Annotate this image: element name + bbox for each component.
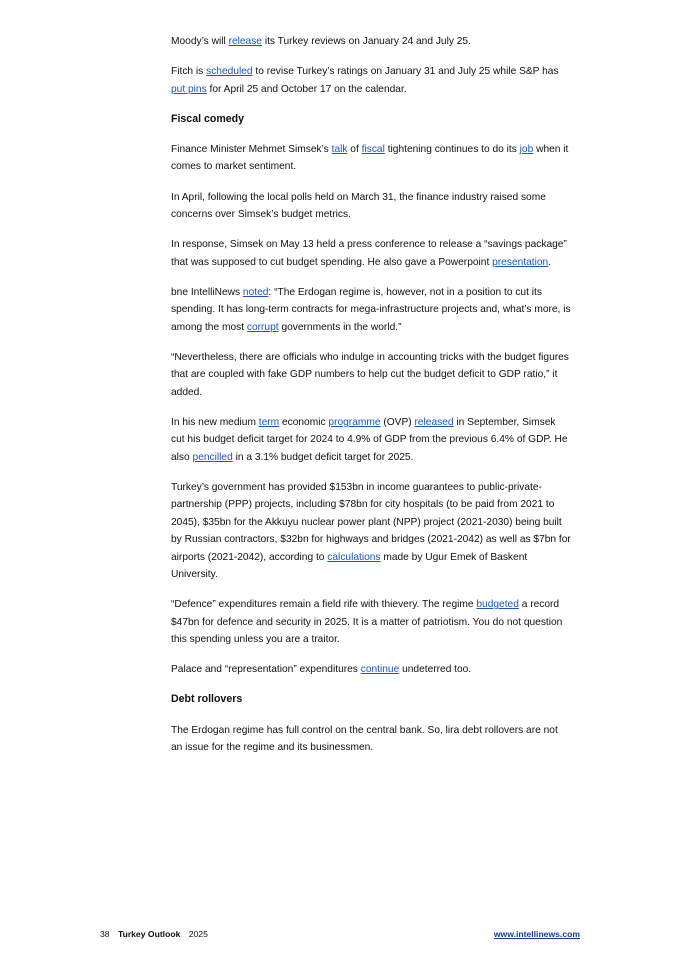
paragraph-fitch xyxy=(171,63,571,98)
text: Palace and “representation” expenditures xyxy=(171,664,361,676)
paragraph-ppp-guarantees xyxy=(171,479,571,583)
text: economic xyxy=(279,416,329,428)
text: Fitch is xyxy=(171,66,207,78)
text: : “The Erdogan regime is, however, not in a position to cut its spending. It has long-term contracts for mega-infrastructure projects and, what’s more, is among the most xyxy=(171,286,571,333)
text: in September, Simsek cut his budget deficit target for 2024 to 4.9% of GDP from the previous 6.4% of GDP. He also xyxy=(171,416,568,463)
section-heading-fiscal-comedy: Fiscal comedy xyxy=(171,112,245,125)
paragraph-april-polls: In April, following the local polls held on March 31, the finance industry raised some concerns over Simsek’s budget metrics. xyxy=(171,191,546,221)
section-heading-debt-rollovers: Debt rollovers xyxy=(171,693,243,706)
paragraph-central-bank: The Erdogan regime has full control on the central bank. So, lira debt rollovers are not an issue for the regime and its businessmen. xyxy=(171,724,558,753)
link-noted[interactable]: noted xyxy=(242,286,269,298)
text: governments in the world.” xyxy=(278,321,402,333)
paragraph-moodys xyxy=(171,33,571,50)
paragraph-palace xyxy=(171,661,571,678)
link-talk[interactable]: talk xyxy=(331,144,348,156)
publication-year: 2025 xyxy=(188,929,208,939)
link-scheduled[interactable]: scheduled xyxy=(206,66,253,78)
text: . xyxy=(548,256,552,268)
text: bne IntelliNews xyxy=(171,286,243,298)
link-corrupt[interactable]: corrupt xyxy=(246,321,279,333)
paragraph-simsek-talk xyxy=(171,141,571,176)
text: In his new medium xyxy=(171,416,259,428)
text: In response, Simsek on May 13 held a press conference to release a “savings package” that was supposed to cut budget spending. He also gave a Powerpoint xyxy=(171,239,567,268)
paragraph-nevertheless: “Nevertheless, there are officials who indulge in accounting tricks with the budget figures that are coupled with fake GDP numbers to help cut the budget deficit to GDP ratio,” it added. xyxy=(171,351,569,398)
footer-left xyxy=(100,929,214,939)
link-pencilled[interactable]: pencilled xyxy=(192,451,233,463)
text: undeterred too. xyxy=(399,664,472,676)
text: Moody’s will xyxy=(171,36,229,47)
paragraph-intellinews-noted xyxy=(171,284,571,336)
link-job[interactable]: job xyxy=(519,144,534,156)
link-put-pins[interactable]: put pins xyxy=(171,83,207,95)
text: (OVP) xyxy=(380,416,415,428)
paragraph-savings-package xyxy=(171,236,571,271)
link-presentation[interactable]: presentation xyxy=(492,256,549,268)
text: for April 25 and October 17 on the calendar. xyxy=(206,83,407,95)
text: “Defence” expenditures remain a field rife with thievery. The regime xyxy=(171,599,477,611)
article-body xyxy=(171,33,571,769)
text: when it comes to market sentiment. xyxy=(171,144,569,173)
text: in a 3.1% budget deficit target for 2025. xyxy=(232,451,414,463)
text: made by Ugur Emek of Baskent University. xyxy=(171,551,528,580)
link-fiscal[interactable]: fiscal xyxy=(361,144,385,156)
page-number: 38 xyxy=(100,929,110,939)
text: its Turkey reviews on January 24 and July 25. xyxy=(261,36,471,47)
text: Turkey’s government has provided $153bn in income guarantees to public-private-partnership (PPP) projects, including $78bn for city hospitals (to be paid from 2021 to 2045), $35bn for the Akkuyu nuclear power plant (NPP) project (2021-2030) being built by Russian contractors, $32bn for highways and bridges (2021-2042) as well as $7bn for airports (2021-2042), according to xyxy=(171,481,571,563)
link-released[interactable]: released xyxy=(414,416,454,428)
publication-title: Turkey Outlook xyxy=(117,929,181,939)
link-term[interactable]: term xyxy=(258,416,280,428)
text: tightening continues to do its xyxy=(384,144,520,156)
link-continue[interactable]: continue xyxy=(360,664,400,676)
paragraph-ovp xyxy=(171,414,571,466)
link-programme[interactable]: programme xyxy=(328,416,381,428)
text: to revise Turkey’s ratings on January 31 and July 25 while S&P has xyxy=(252,66,559,78)
paragraph-defence xyxy=(171,596,571,648)
website-link[interactable]: www.intellinews.com xyxy=(493,929,580,939)
link-budgeted[interactable]: budgeted xyxy=(476,599,519,611)
text: of xyxy=(347,144,362,156)
link-release[interactable]: release xyxy=(228,36,262,47)
text: a record $47bn for defence and security in 2025. It is a matter of patriotism. You do not question this spending unless you are a traitor. xyxy=(171,599,563,645)
link-calculations[interactable]: calculations xyxy=(327,551,381,563)
text: Finance Minister Mehmet Simsek’s xyxy=(171,144,332,156)
page-footer xyxy=(100,929,580,939)
